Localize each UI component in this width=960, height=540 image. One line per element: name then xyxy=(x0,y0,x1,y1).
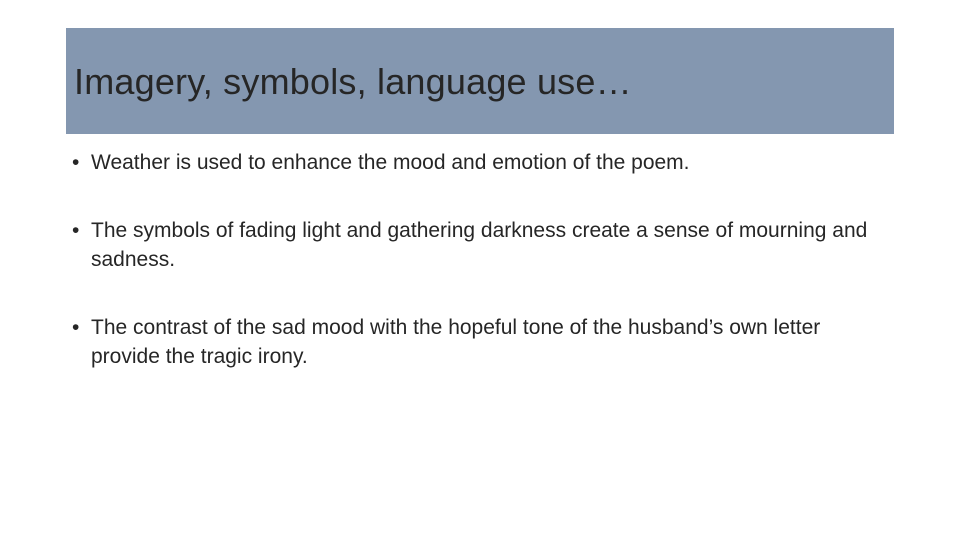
bullet-marker: • xyxy=(72,151,80,174)
bullet-list xyxy=(72,148,892,371)
bullet-text: Weather is used to enhance the mood and emotion of the poem. xyxy=(91,151,690,174)
bullet-text: The contrast of the sad mood with the hopeful tone of the husband’s own letter provide the tragic irony. xyxy=(91,316,821,368)
bullet-marker: • xyxy=(72,219,80,242)
bullet-item xyxy=(72,313,892,371)
bullet-item xyxy=(72,216,892,274)
bullet-item xyxy=(72,148,892,177)
bullet-marker: • xyxy=(72,316,80,339)
title-bar xyxy=(66,28,894,134)
bullet-text: The symbols of fading light and gathering darkness create a sense of mourning and sadness. xyxy=(91,219,868,271)
slide-title: Imagery, symbols, language use… xyxy=(74,61,632,102)
